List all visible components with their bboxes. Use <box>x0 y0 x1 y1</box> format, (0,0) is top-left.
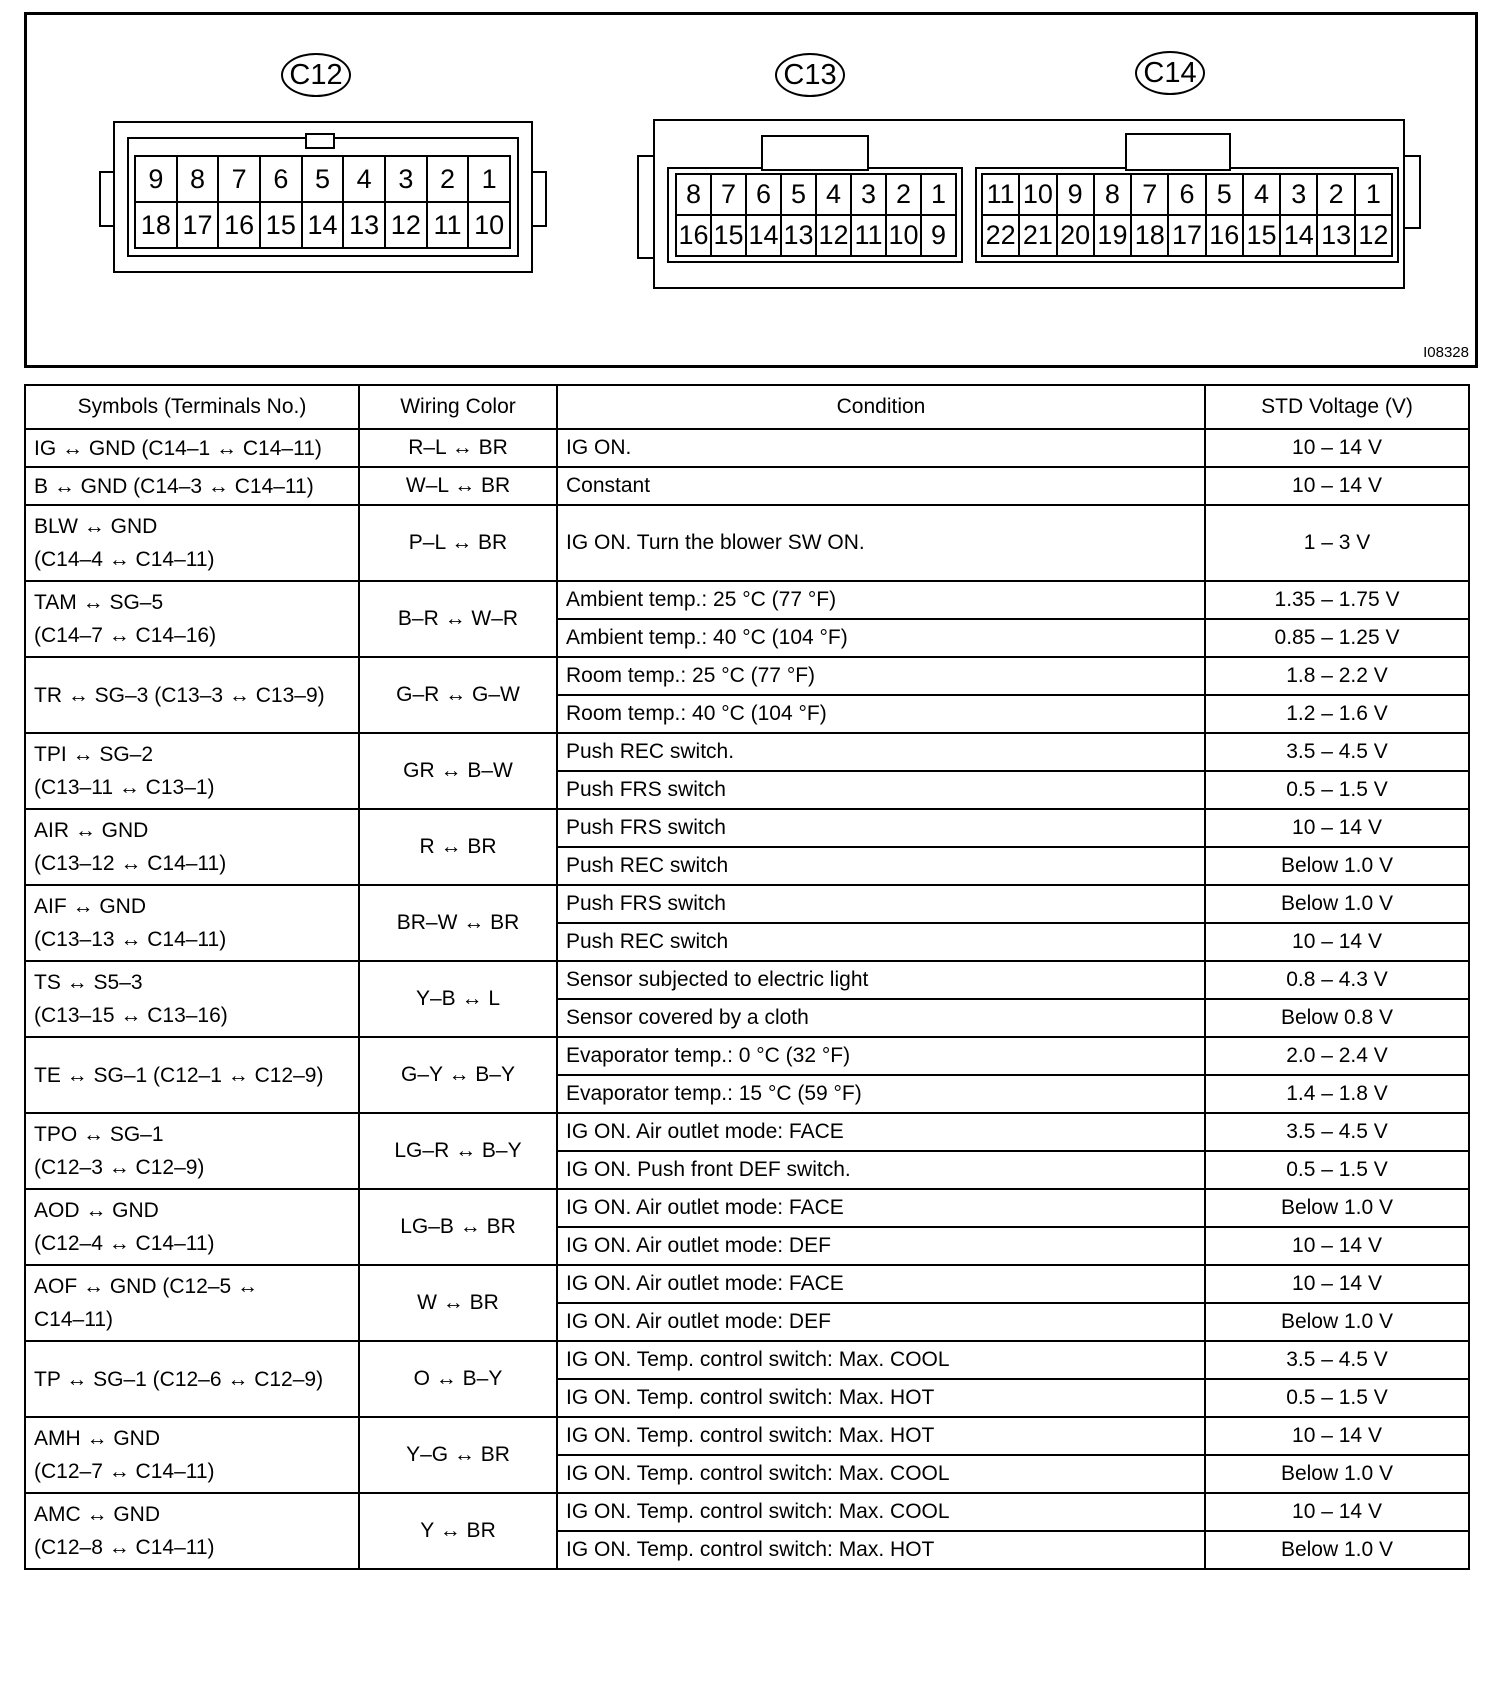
symbol-line: C14–11) <box>34 1308 113 1331</box>
cell-symbol <box>25 1341 359 1417</box>
symbol-line: (C13–13 ↔ C14–11) <box>34 928 227 951</box>
pin-c12: 14 <box>303 203 345 249</box>
pin-c13: 3 <box>852 175 887 216</box>
pin-c13: 7 <box>712 175 747 216</box>
header-symbols: Symbols (Terminals No.) <box>25 385 359 429</box>
cell-condition: IG ON. Temp. control switch: Max. HOT <box>557 1531 1205 1569</box>
pin-c14: 3 <box>1281 175 1318 216</box>
symbol-line: AIF ↔ GND <box>34 895 147 918</box>
cell-std-voltage: 10 – 14 V <box>1205 923 1469 961</box>
pin-c12: 11 <box>428 203 470 249</box>
table-body <box>25 429 1469 1569</box>
pin-c13: 5 <box>782 175 817 216</box>
pin-c13: 15 <box>712 216 747 257</box>
pin-c13: 6 <box>747 175 782 216</box>
cell-std-voltage: Below 1.0 V <box>1205 1455 1469 1493</box>
cell-condition: IG ON. Temp. control switch: Max. COOL <box>557 1493 1205 1531</box>
cell-symbol <box>25 467 359 505</box>
table-row <box>25 505 1469 581</box>
cell-symbol <box>25 1417 359 1493</box>
pin-c12: 13 <box>344 203 386 249</box>
table-row <box>25 1037 1469 1075</box>
cell-std-voltage: 0.5 – 1.5 V <box>1205 1151 1469 1189</box>
pin-c14: 22 <box>983 216 1020 257</box>
connector-label-c14: C14 <box>1135 51 1205 95</box>
table-row <box>25 1113 1469 1151</box>
pin-c12: 17 <box>178 203 220 249</box>
symbol-line: (C14–4 ↔ C14–11) <box>34 548 215 571</box>
pin-c13: 10 <box>887 216 922 257</box>
pin-c12: 16 <box>219 203 261 249</box>
symbol-line: TS ↔ S5–3 <box>34 971 143 994</box>
cell-std-voltage: 3.5 – 4.5 V <box>1205 733 1469 771</box>
cell-std-voltage: 10 – 14 V <box>1205 1265 1469 1303</box>
cell-condition: Evaporator temp.: 0 °C (32 °F) <box>557 1037 1205 1075</box>
connector-label-c13: C13 <box>775 53 845 97</box>
cell-wiring-color: B–R ↔ W–R <box>359 581 557 657</box>
pin-c12: 9 <box>136 157 178 203</box>
pin-c12: 8 <box>178 157 220 203</box>
symbol-line: (C12–8 ↔ C14–11) <box>34 1536 215 1559</box>
cell-wiring-color: Y–G ↔ BR <box>359 1417 557 1493</box>
symbol-line: (C12–4 ↔ C14–11) <box>34 1232 215 1255</box>
cell-wiring-color: R ↔ BR <box>359 809 557 885</box>
cell-condition: Push FRS switch <box>557 885 1205 923</box>
symbol-line: AOF ↔ GND (C12–5 ↔ <box>34 1275 259 1298</box>
pin-c14: 2 <box>1318 175 1355 216</box>
pin-c12: 12 <box>386 203 428 249</box>
table-row <box>25 1493 1469 1531</box>
pin-c13: 1 <box>922 175 957 216</box>
pin-c12: 10 <box>469 203 511 249</box>
pin-c13: 12 <box>817 216 852 257</box>
pin-c12: 18 <box>136 203 178 249</box>
connector-c12-side-tab-right <box>531 171 547 227</box>
pin-c12: 6 <box>261 157 303 203</box>
cell-std-voltage: Below 1.0 V <box>1205 1189 1469 1227</box>
table-row <box>25 809 1469 847</box>
symbol-line: AIR ↔ GND <box>34 819 149 842</box>
connector-diagram <box>24 12 1478 368</box>
connector-c14-latch <box>1125 133 1231 171</box>
pin-c14: 20 <box>1058 216 1095 257</box>
cell-condition: Room temp.: 25 °C (77 °F) <box>557 657 1205 695</box>
cell-condition: IG ON. Turn the blower SW ON. <box>557 505 1205 581</box>
symbol-line: TP ↔ SG–1 (C12–6 ↔ C12–9) <box>34 1367 324 1391</box>
cell-std-voltage: 10 – 14 V <box>1205 467 1469 505</box>
pin-c14: 4 <box>1244 175 1281 216</box>
cell-std-voltage: 10 – 14 V <box>1205 1417 1469 1455</box>
cell-symbol <box>25 1265 359 1341</box>
diagram-code: I08328 <box>1423 344 1469 361</box>
symbol-line: (C13–11 ↔ C13–1) <box>34 776 215 799</box>
symbol-line: (C14–7 ↔ C14–16) <box>34 624 217 647</box>
symbol-line: TE ↔ SG–1 (C12–1 ↔ C12–9) <box>34 1063 324 1087</box>
table-row <box>25 1417 1469 1455</box>
symbol-line: TPO ↔ SG–1 <box>34 1123 164 1146</box>
cell-std-voltage: 1.4 – 1.8 V <box>1205 1075 1469 1113</box>
cell-symbol <box>25 581 359 657</box>
pin-c14: 9 <box>1058 175 1095 216</box>
pin-c13: 13 <box>782 216 817 257</box>
cell-wiring-color: G–R ↔ G–W <box>359 657 557 733</box>
cell-std-voltage: 1.35 – 1.75 V <box>1205 581 1469 619</box>
pin-c13: 9 <box>922 216 957 257</box>
pin-c13: 2 <box>887 175 922 216</box>
pin-c14: 6 <box>1169 175 1206 216</box>
symbol-line: AMC ↔ GND <box>34 1503 160 1526</box>
cell-wiring-color: W ↔ BR <box>359 1265 557 1341</box>
pin-c12: 3 <box>386 157 428 203</box>
connector-c14-side-tab <box>1403 155 1421 229</box>
pin-c12: 7 <box>219 157 261 203</box>
pin-c13: 8 <box>677 175 712 216</box>
cell-std-voltage: 0.5 – 1.5 V <box>1205 771 1469 809</box>
table-row <box>25 885 1469 923</box>
symbol-line: (C13–12 ↔ C14–11) <box>34 852 227 875</box>
cell-std-voltage: 10 – 14 V <box>1205 809 1469 847</box>
cell-symbol <box>25 961 359 1037</box>
cell-symbol <box>25 1493 359 1569</box>
symbol-line: (C12–3 ↔ C12–9) <box>34 1156 205 1179</box>
cell-std-voltage: 0.5 – 1.5 V <box>1205 1379 1469 1417</box>
cell-wiring-color: Y–B ↔ L <box>359 961 557 1037</box>
pin-c12: 5 <box>303 157 345 203</box>
cell-std-voltage: 1.8 – 2.2 V <box>1205 657 1469 695</box>
connector-c12-side-tab-left <box>99 171 115 227</box>
pin-c14: 18 <box>1132 216 1169 257</box>
pin-c12: 4 <box>344 157 386 203</box>
cell-wiring-color: P–L ↔ BR <box>359 505 557 581</box>
pin-c13: 11 <box>852 216 887 257</box>
table-row <box>25 467 1469 505</box>
cell-condition: Sensor covered by a cloth <box>557 999 1205 1037</box>
cell-symbol <box>25 733 359 809</box>
cell-symbol <box>25 1113 359 1189</box>
pin-c14: 15 <box>1244 216 1281 257</box>
cell-condition: Evaporator temp.: 15 °C (59 °F) <box>557 1075 1205 1113</box>
table-row <box>25 1189 1469 1227</box>
cell-std-voltage: 10 – 14 V <box>1205 1227 1469 1265</box>
pin-c14: 7 <box>1132 175 1169 216</box>
cell-symbol <box>25 1189 359 1265</box>
cell-wiring-color: G–Y ↔ B–Y <box>359 1037 557 1113</box>
cell-condition: IG ON. Temp. control switch: Max. COOL <box>557 1455 1205 1493</box>
cell-condition: Ambient temp.: 40 °C (104 °F) <box>557 619 1205 657</box>
pin-c14: 19 <box>1095 216 1132 257</box>
cell-symbol <box>25 429 359 467</box>
cell-condition: IG ON. Air outlet mode: FACE <box>557 1189 1205 1227</box>
table-row <box>25 429 1469 467</box>
cell-std-voltage: 10 – 14 V <box>1205 429 1469 467</box>
cell-condition: Sensor subjected to electric light <box>557 961 1205 999</box>
connector-c13-latch <box>761 135 869 171</box>
header-std-voltage: STD Voltage (V) <box>1205 385 1469 429</box>
cell-condition: IG ON. Push front DEF switch. <box>557 1151 1205 1189</box>
connector-c12-pin-grid <box>134 155 511 249</box>
terminal-voltage-table <box>24 384 1470 1570</box>
table-row <box>25 1341 1469 1379</box>
cell-condition: Push REC switch. <box>557 733 1205 771</box>
cell-condition: IG ON. <box>557 429 1205 467</box>
header-condition: Condition <box>557 385 1205 429</box>
cell-condition: Ambient temp.: 25 °C (77 °F) <box>557 581 1205 619</box>
cell-condition: Push REC switch <box>557 847 1205 885</box>
pin-c13: 16 <box>677 216 712 257</box>
cell-std-voltage: Below 1.0 V <box>1205 1303 1469 1341</box>
cell-std-voltage: Below 1.0 V <box>1205 1531 1469 1569</box>
symbol-line: (C13–15 ↔ C13–16) <box>34 1004 228 1027</box>
cell-std-voltage: Below 1.0 V <box>1205 847 1469 885</box>
cell-condition: Push FRS switch <box>557 809 1205 847</box>
cell-wiring-color: Y ↔ BR <box>359 1493 557 1569</box>
cell-condition: Room temp.: 40 °C (104 °F) <box>557 695 1205 733</box>
cell-condition: IG ON. Temp. control switch: Max. HOT <box>557 1417 1205 1455</box>
connector-c13-side-tab <box>637 155 655 259</box>
pin-c13: 14 <box>747 216 782 257</box>
symbol-line: B ↔ GND (C14–3 ↔ C14–11) <box>34 474 314 498</box>
connector-label-c12: C12 <box>281 53 351 97</box>
pin-c14: 5 <box>1207 175 1244 216</box>
cell-std-voltage: 2.0 – 2.4 V <box>1205 1037 1469 1075</box>
cell-wiring-color: R–L ↔ BR <box>359 429 557 467</box>
cell-symbol <box>25 657 359 733</box>
symbol-line: AOD ↔ GND <box>34 1199 159 1222</box>
table-row <box>25 1265 1469 1303</box>
pin-c14: 12 <box>1356 216 1393 257</box>
table-row <box>25 581 1469 619</box>
symbol-line: IG ↔ GND (C14–1 ↔ C14–11) <box>34 436 322 460</box>
symbol-line: TPI ↔ SG–2 <box>34 743 154 766</box>
cell-condition: IG ON. Temp. control switch: Max. COOL <box>557 1341 1205 1379</box>
symbol-line: AMH ↔ GND <box>34 1427 160 1450</box>
pin-c14: 11 <box>983 175 1020 216</box>
table-row <box>25 961 1469 999</box>
pin-c12: 1 <box>469 157 511 203</box>
cell-std-voltage: 1.2 – 1.6 V <box>1205 695 1469 733</box>
pin-c14: 10 <box>1020 175 1057 216</box>
table-row <box>25 733 1469 771</box>
connector-c13-pin-grid <box>675 173 957 257</box>
cell-symbol <box>25 885 359 961</box>
cell-condition: IG ON. Air outlet mode: FACE <box>557 1265 1205 1303</box>
table-row <box>25 657 1469 695</box>
cell-std-voltage: 3.5 – 4.5 V <box>1205 1341 1469 1379</box>
cell-condition: Constant <box>557 467 1205 505</box>
pin-c14: 1 <box>1356 175 1393 216</box>
symbol-line: TR ↔ SG–3 (C13–3 ↔ C13–9) <box>34 683 325 707</box>
cell-symbol <box>25 809 359 885</box>
symbol-line: TAM ↔ SG–5 <box>34 591 164 614</box>
symbol-line: (C12–7 ↔ C14–11) <box>34 1460 215 1483</box>
cell-condition: IG ON. Air outlet mode: FACE <box>557 1113 1205 1151</box>
pin-c14: 8 <box>1095 175 1132 216</box>
cell-wiring-color: LG–B ↔ BR <box>359 1189 557 1265</box>
cell-std-voltage: 3.5 – 4.5 V <box>1205 1113 1469 1151</box>
connector-c12-latch <box>305 133 335 149</box>
cell-condition: IG ON. Temp. control switch: Max. HOT <box>557 1379 1205 1417</box>
cell-wiring-color: GR ↔ B–W <box>359 733 557 809</box>
cell-std-voltage: Below 0.8 V <box>1205 999 1469 1037</box>
pin-c14: 21 <box>1020 216 1057 257</box>
cell-wiring-color: O ↔ B–Y <box>359 1341 557 1417</box>
header-wiring-color: Wiring Color <box>359 385 557 429</box>
pin-c12: 15 <box>261 203 303 249</box>
cell-std-voltage: 0.85 – 1.25 V <box>1205 619 1469 657</box>
cell-condition: Push REC switch <box>557 923 1205 961</box>
cell-std-voltage: Below 1.0 V <box>1205 885 1469 923</box>
cell-std-voltage: 1 – 3 V <box>1205 505 1469 581</box>
table-header-row <box>25 385 1469 429</box>
pin-c14: 13 <box>1318 216 1355 257</box>
cell-condition: Push FRS switch <box>557 771 1205 809</box>
symbol-line: BLW ↔ GND <box>34 515 158 538</box>
cell-condition: IG ON. Air outlet mode: DEF <box>557 1303 1205 1341</box>
pin-c14: 16 <box>1207 216 1244 257</box>
pin-c13: 4 <box>817 175 852 216</box>
pin-c12: 2 <box>428 157 470 203</box>
connector-c14-pin-grid <box>981 173 1393 257</box>
cell-std-voltage: 0.8 – 4.3 V <box>1205 961 1469 999</box>
pin-c14: 17 <box>1169 216 1206 257</box>
cell-wiring-color: LG–R ↔ B–Y <box>359 1113 557 1189</box>
cell-wiring-color: W–L ↔ BR <box>359 467 557 505</box>
cell-std-voltage: 10 – 14 V <box>1205 1493 1469 1531</box>
cell-symbol <box>25 1037 359 1113</box>
pin-c14: 14 <box>1281 216 1318 257</box>
cell-condition: IG ON. Air outlet mode: DEF <box>557 1227 1205 1265</box>
cell-wiring-color: BR–W ↔ BR <box>359 885 557 961</box>
cell-symbol <box>25 505 359 581</box>
